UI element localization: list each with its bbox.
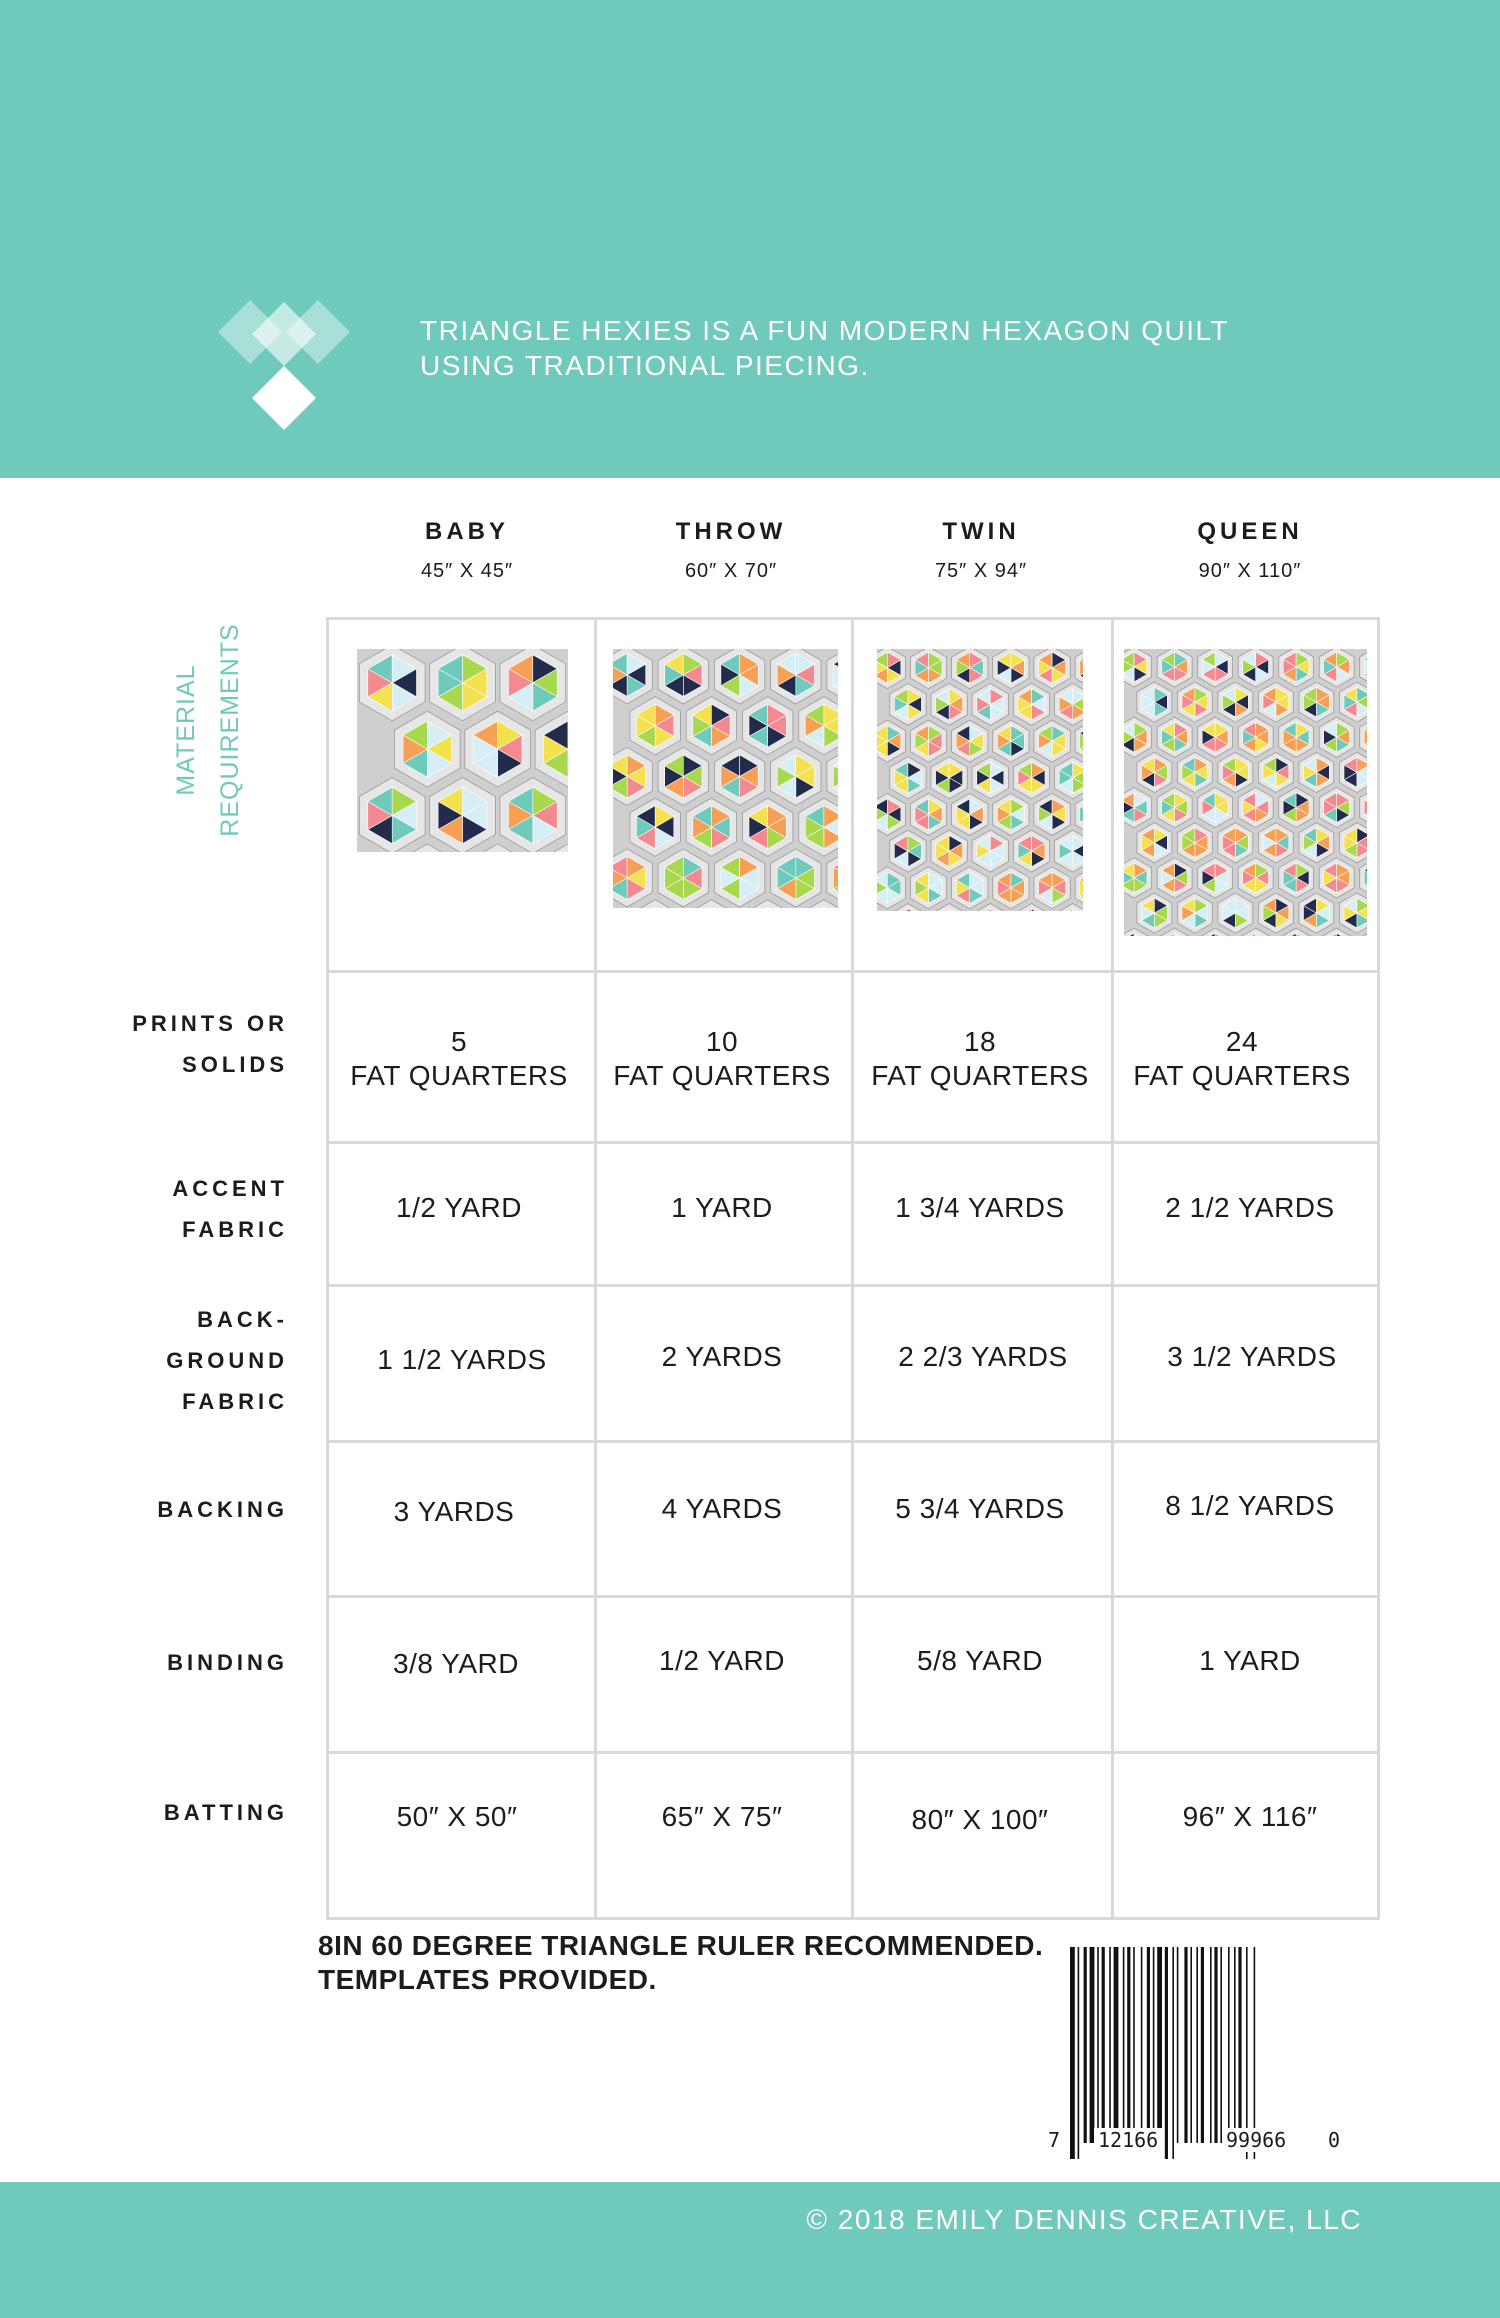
row-label-prints: PRINTS OR SOLIDS: [132, 1011, 288, 1077]
barcode-bar: [1078, 1947, 1080, 2159]
row-label-batting: BATTING: [163, 1800, 288, 1825]
cell-batting-baby: 50″ X 50″: [396, 1801, 518, 1832]
barcode-digits-left: 12166: [1094, 2128, 1162, 2152]
cell-batting-queen: 96″ X 116″: [1182, 1801, 1318, 1832]
size-header-throw: [601, 518, 861, 583]
row-label-background: BACK- GROUND FABRIC: [166, 1307, 288, 1414]
size-name: BABY: [424, 518, 509, 545]
barcode-bar: [1114, 1947, 1119, 2143]
size-dims: 75″ X 94″: [934, 560, 1028, 582]
cell-prints-queen: 24 FAT QUARTERS: [1133, 1026, 1351, 1091]
table-divider: [1111, 617, 1114, 1920]
header-banner: [0, 0, 1500, 478]
cell-background-queen: 3 1/2 YARDS: [1167, 1341, 1337, 1372]
cell-backing-twin: 5 3/4 YARDS: [895, 1493, 1065, 1524]
barcode-bar: [1141, 1947, 1143, 2143]
cell-prints-baby: 5 FAT QUARTERS: [350, 1026, 568, 1091]
barcode-bar: [1127, 1947, 1130, 2143]
quilt-preview-baby: [357, 649, 568, 852]
size-dims: 90″ X 110″: [1198, 560, 1302, 582]
table-divider: [326, 1284, 1380, 1287]
barcode-bar: [1097, 1947, 1099, 2143]
size-header-twin: [851, 518, 1111, 583]
cell-batting-twin: 80″ X 100″: [911, 1804, 1049, 1835]
barcode-bar: [1210, 1947, 1212, 2143]
table-divider: [326, 1141, 1380, 1144]
size-name: QUEEN: [1197, 518, 1303, 545]
barcode-bar: [1234, 1947, 1236, 2143]
barcode-bar: [1090, 1947, 1095, 2143]
size-dims: 45″ X 45″: [420, 560, 514, 582]
barcode-bar: [1190, 1947, 1192, 2143]
cell-binding-throw: 1/2 YARD: [659, 1645, 785, 1676]
cell-accent-throw: 1 YARD: [671, 1192, 773, 1223]
barcode-bar: [1157, 1947, 1162, 2143]
quilt-preview-throw: [613, 649, 838, 908]
barcode-bar: [1070, 1947, 1075, 2159]
barcode-bar: [1109, 1947, 1111, 2143]
barcode-bar: [1123, 1947, 1125, 2143]
size-header-queen: [1120, 518, 1380, 583]
size-name: THROW: [675, 518, 787, 545]
quilt-preview-twin: [877, 649, 1083, 911]
copyright-text: © 2018 EMILY DENNIS CREATIVE, LLC: [806, 2204, 1362, 2235]
diamond-logo-icon: [218, 300, 350, 432]
table-divider: [326, 1751, 1380, 1754]
cell-backing-queen: 8 1/2 YARDS: [1165, 1490, 1335, 1521]
cell-background-twin: 2 2/3 YARDS: [898, 1341, 1068, 1372]
barcode-bar: [1184, 1947, 1187, 2143]
barcode-bar: [1238, 1947, 1241, 2143]
barcode-digits-right: 99966: [1222, 2128, 1290, 2152]
cell-accent-baby: 1/2 YARD: [396, 1192, 522, 1223]
barcode-digit-lead: 7: [1044, 2128, 1064, 2152]
barcode-bar: [1177, 1947, 1179, 2143]
barcode-digit-check: 0: [1324, 2128, 1344, 2152]
cell-accent-queen: 2 1/2 YARDS: [1165, 1192, 1335, 1223]
cell-backing-baby: 3 YARDS: [393, 1496, 515, 1527]
barcode-bar: [1084, 1947, 1087, 2143]
ruler-note: 8IN 60 DEGREE TRIANGLE RULER RECOMMENDED. TEMPLATES PROVIDED.: [318, 1930, 1044, 1995]
barcode-bar: [1214, 1947, 1217, 2143]
barcode-bar: [1147, 1947, 1150, 2143]
table-divider: [326, 970, 1380, 973]
barcode-bar: [1228, 1947, 1230, 2143]
barcode: [1040, 1947, 1360, 2167]
cell-prints-twin: 18 FAT QUARTERS: [871, 1026, 1089, 1091]
size-header-baby: [337, 518, 597, 583]
barcode-bar: [1133, 1947, 1135, 2143]
table-divider: [326, 1440, 1380, 1443]
footer-banner: [0, 2182, 1500, 2318]
cell-prints-throw: 10 FAT QUARTERS: [613, 1026, 831, 1091]
row-label-accent: ACCENT FABRIC: [172, 1176, 288, 1242]
barcode-bar: [1172, 1947, 1174, 2159]
cell-accent-twin: 1 3/4 YARDS: [895, 1192, 1065, 1223]
barcode-bar: [1220, 1947, 1222, 2143]
material-requirements-label: [168, 620, 248, 840]
cell-backing-throw: 4 YARDS: [661, 1493, 783, 1524]
table-divider: [594, 617, 597, 1920]
cell-background-throw: 2 YARDS: [661, 1341, 783, 1372]
cell-binding-baby: 3/8 YARD: [393, 1648, 519, 1679]
barcode-bar: [1153, 1947, 1155, 2143]
cell-background-baby: 1 1/2 YARDS: [377, 1344, 547, 1375]
cell-binding-twin: 5/8 YARD: [917, 1645, 1043, 1676]
size-dims: 60″ X 70″: [684, 560, 778, 582]
barcode-bar: [1201, 1947, 1204, 2143]
cell-binding-queen: 1 YARD: [1199, 1645, 1301, 1676]
row-label-backing: BACKING: [157, 1497, 288, 1522]
barcode-bar: [1196, 1947, 1198, 2143]
cell-batting-throw: 65″ X 75″: [661, 1801, 783, 1832]
table-divider: [851, 617, 854, 1920]
size-name: TWIN: [942, 518, 1020, 545]
section-label-text: MATERIAL REQUIREMENTS: [172, 623, 244, 837]
barcode-bar: [1102, 1947, 1105, 2143]
barcode-bar: [1165, 1947, 1168, 2159]
table-divider: [326, 1595, 1380, 1598]
tagline: TRIANGLE HEXIES IS A FUN MODERN HEXAGON QUILT USING TRADITIONAL PIECING.: [420, 315, 1229, 381]
quilt-preview-queen: [1124, 649, 1367, 936]
row-label-binding: BINDING: [167, 1650, 288, 1675]
